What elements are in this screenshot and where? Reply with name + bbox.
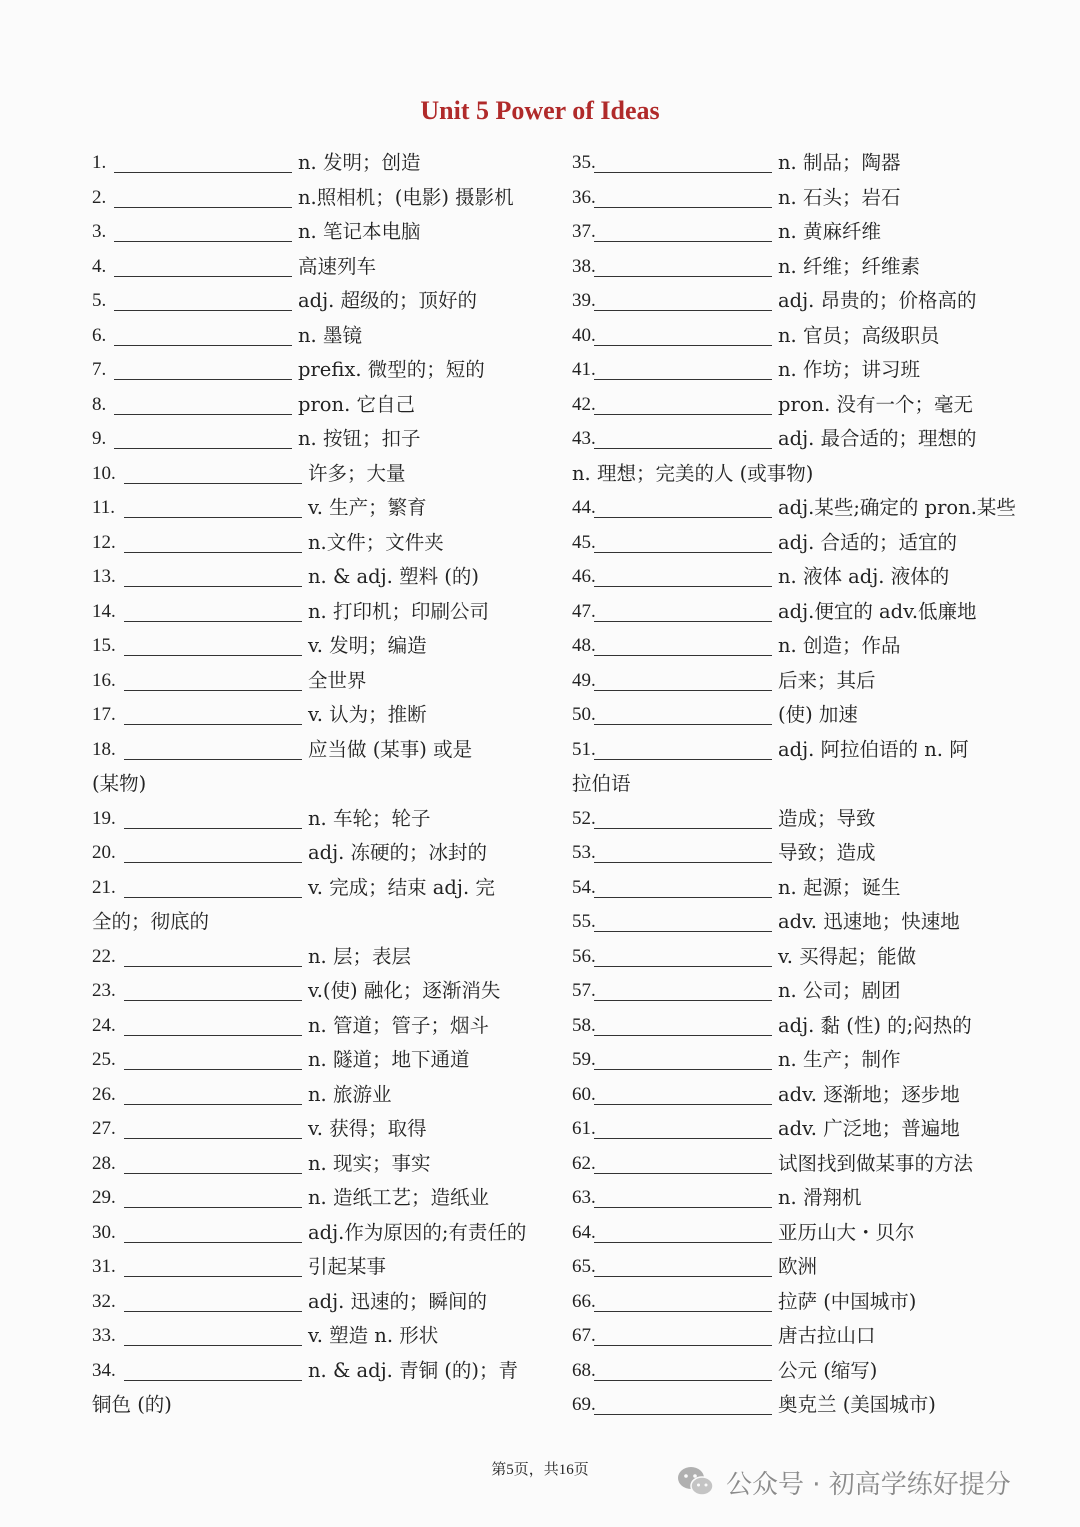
item-number: 44. xyxy=(572,497,596,518)
watermark xyxy=(676,1462,1011,1502)
item-definition: v. 认为；推断 xyxy=(308,703,427,726)
item-definition: v. 完成；结束 adj. 完 xyxy=(308,875,495,899)
vocab-item xyxy=(572,526,1022,561)
item-definition: n. & adj. 塑料 (的) xyxy=(308,565,479,588)
vocab-item xyxy=(572,1216,1022,1251)
answer-blank xyxy=(594,586,772,587)
answer-blank xyxy=(114,276,292,277)
vocab-item xyxy=(92,422,542,457)
vocab-item xyxy=(92,146,542,181)
item-definition: (使) 加速 xyxy=(778,703,858,726)
answer-blank xyxy=(124,552,302,553)
answer-blank xyxy=(114,379,292,380)
item-number: 1. xyxy=(92,152,107,173)
wechat-icon xyxy=(676,1465,716,1499)
item-definition-continued: (某物) xyxy=(92,772,147,795)
answer-blank xyxy=(594,621,772,622)
item-definition: v. 获得；取得 xyxy=(308,1117,427,1140)
item-definition: pron. 它自己 xyxy=(298,392,416,416)
answer-blank xyxy=(594,1380,772,1381)
answer-blank xyxy=(124,1138,302,1139)
vocab-item xyxy=(572,1388,1022,1423)
vocab-item xyxy=(92,1216,542,1251)
page-number: 第5页，共16页 xyxy=(491,1462,589,1478)
item-definition: 公元 (缩写) xyxy=(778,1358,878,1382)
item-definition: 欧洲 xyxy=(778,1255,818,1278)
answer-blank xyxy=(124,621,302,622)
answer-blank xyxy=(594,828,772,829)
answer-blank xyxy=(124,1242,302,1243)
item-number: 27. xyxy=(92,1118,116,1139)
vocab-item xyxy=(92,526,542,561)
vocab-item xyxy=(92,836,542,871)
answer-blank xyxy=(124,1345,302,1346)
item-definition: n. 车轮；轮子 xyxy=(308,806,431,830)
vocab-item xyxy=(92,1147,542,1182)
item-number: 63. xyxy=(572,1187,596,1208)
answer-blank xyxy=(124,655,302,656)
item-definition: n.文件；文件夹 xyxy=(308,530,444,554)
item-definition: v. 生产；繁育 xyxy=(308,496,427,519)
answer-blank xyxy=(594,276,772,277)
item-definition: n. 造纸工艺；造纸业 xyxy=(308,1186,489,1209)
answer-blank xyxy=(124,897,302,898)
vocab-item xyxy=(92,457,542,492)
item-number: 49. xyxy=(572,669,596,691)
item-definition-continued: 铜色 (的) xyxy=(92,1393,172,1416)
item-number: 61. xyxy=(572,1118,596,1139)
answer-blank xyxy=(594,966,772,967)
item-definition: n. 创造；作品 xyxy=(778,634,901,657)
vocab-item xyxy=(572,181,1022,216)
item-number: 66. xyxy=(572,1290,596,1312)
vocab-item xyxy=(572,319,1022,354)
item-number: 14. xyxy=(92,600,116,622)
item-definition: adj.便宜的 adv.低廉地 xyxy=(778,599,977,623)
item-number: 2. xyxy=(92,186,107,208)
item-definition: adj.某些;确定的 pron.某些 xyxy=(778,496,1016,519)
answer-blank xyxy=(124,1173,302,1174)
item-definition: n. 公司；剧团 xyxy=(778,979,901,1002)
item-number: 56. xyxy=(572,945,596,967)
vocab-item xyxy=(92,1250,542,1285)
vocab-item xyxy=(572,1112,1022,1147)
item-definition: n. 滑翔机 xyxy=(778,1186,862,1209)
item-number: 51. xyxy=(572,738,596,760)
vocab-item xyxy=(572,1354,1022,1389)
answer-blank xyxy=(594,862,772,863)
item-number: 45. xyxy=(572,531,596,553)
item-number: 42. xyxy=(572,393,596,415)
vocab-item xyxy=(92,1112,542,1147)
answer-blank xyxy=(594,1138,772,1139)
vocab-list-left xyxy=(92,146,542,1423)
vocab-item xyxy=(92,664,542,699)
item-definition: n. 黄麻纤维 xyxy=(778,220,881,243)
item-definition: n. 作坊；讲习班 xyxy=(778,358,920,381)
vocab-list-right xyxy=(572,146,1022,1423)
item-definition: 唐古拉山口 xyxy=(778,1324,876,1347)
vocab-item xyxy=(92,595,542,630)
item-definition: 奥克兰 (美国城市) xyxy=(778,1393,936,1416)
vocab-item xyxy=(92,1181,542,1216)
vocab-item xyxy=(92,629,542,664)
answer-blank xyxy=(124,1069,302,1070)
item-number: 31. xyxy=(92,1256,116,1277)
item-number: 10. xyxy=(92,462,116,484)
vocab-item xyxy=(92,491,542,526)
item-number: 68. xyxy=(572,1359,596,1381)
item-definition: 导致；造成 xyxy=(778,841,876,864)
item-definition: n. 管道；管子；烟斗 xyxy=(308,1013,489,1037)
item-definition: adj. 阿拉伯语的 n. 阿 xyxy=(778,737,969,761)
item-definition: n. 笔记本电脑 xyxy=(298,220,421,243)
vocab-item xyxy=(572,871,1022,906)
vocab-item xyxy=(572,284,1022,319)
item-number: 35. xyxy=(572,152,596,173)
vocab-item xyxy=(572,422,1022,457)
answer-blank xyxy=(594,1242,772,1243)
vocab-item xyxy=(572,1250,1022,1285)
answer-blank xyxy=(594,345,772,346)
item-definition-continued: 拉伯语 xyxy=(572,772,631,795)
answer-blank xyxy=(594,1069,772,1070)
vocab-item xyxy=(92,284,542,319)
item-number: 12. xyxy=(92,531,116,553)
item-definition: n. 墨镜 xyxy=(298,323,362,347)
item-definition: n. 石头；岩石 xyxy=(778,185,901,209)
vocab-item xyxy=(572,215,1022,250)
vocab-item xyxy=(572,974,1022,1009)
item-number: 57. xyxy=(572,980,596,1001)
answer-blank xyxy=(124,690,302,691)
vocab-item xyxy=(572,1078,1022,1113)
answer-blank xyxy=(594,1207,772,1208)
item-number: 37. xyxy=(572,221,596,242)
item-number: 50. xyxy=(572,704,596,725)
item-definition: adj. 冻硬的；冰封的 xyxy=(308,841,488,864)
vocab-item xyxy=(572,733,1022,768)
vocab-item xyxy=(92,1319,542,1354)
item-definition: n. 现实；事实 xyxy=(308,1151,431,1175)
vocab-item xyxy=(572,1147,1022,1182)
item-definition: 全世界 xyxy=(308,668,367,692)
answer-blank xyxy=(594,724,772,725)
answer-blank xyxy=(124,1035,302,1036)
answer-blank xyxy=(594,241,772,242)
answer-blank xyxy=(594,1173,772,1174)
item-definition: n. 发明；创造 xyxy=(298,151,421,174)
item-number: 55. xyxy=(572,911,596,932)
answer-blank xyxy=(594,931,772,932)
answer-blank xyxy=(114,207,292,208)
item-number: 25. xyxy=(92,1049,116,1070)
item-definition: n. 隧道；地下通道 xyxy=(308,1048,470,1071)
item-number: 65. xyxy=(572,1256,596,1277)
answer-blank xyxy=(594,897,772,898)
item-definition: 造成；导致 xyxy=(778,806,876,830)
vocab-item xyxy=(572,491,1022,526)
item-definition: adj. 合适的；适宜的 xyxy=(778,530,958,554)
vocab-item xyxy=(92,698,542,733)
item-number: 15. xyxy=(92,635,116,656)
item-definition: n. 生产；制作 xyxy=(778,1048,901,1071)
item-number: 58. xyxy=(572,1014,596,1036)
item-number: 13. xyxy=(92,566,116,587)
item-number: 11. xyxy=(92,497,116,518)
vocab-item xyxy=(572,802,1022,837)
item-number: 24. xyxy=(92,1014,116,1036)
item-number: 62. xyxy=(572,1152,596,1174)
item-definition: n. 制品；陶器 xyxy=(778,151,901,174)
item-definition: n. 旅游业 xyxy=(308,1082,392,1106)
vocab-item xyxy=(572,1181,1022,1216)
vocab-item xyxy=(572,595,1022,630)
vocab-item xyxy=(572,1319,1022,1354)
answer-blank xyxy=(594,655,772,656)
answer-blank xyxy=(594,759,772,760)
vocab-item xyxy=(92,353,542,388)
answer-blank xyxy=(594,1311,772,1312)
item-number: 34. xyxy=(92,1359,116,1381)
vocab-item xyxy=(92,1043,542,1078)
vocab-item xyxy=(572,1285,1022,1320)
vocab-item xyxy=(92,802,542,837)
answer-blank xyxy=(594,1035,772,1036)
item-definition: adj.作为原因的;有责任的 xyxy=(308,1220,527,1244)
answer-blank xyxy=(594,1104,772,1105)
item-definition: v.(使) 融化；逐渐消失 xyxy=(308,979,501,1002)
item-number: 40. xyxy=(572,324,596,346)
answer-blank xyxy=(594,517,772,518)
item-number: 7. xyxy=(92,359,107,380)
item-number: 19. xyxy=(92,807,116,829)
item-number: 4. xyxy=(92,255,107,277)
vocab-item xyxy=(92,215,542,250)
vocab-item xyxy=(92,319,542,354)
item-definition: n. & adj. 青铜 (的)；青 xyxy=(308,1358,518,1382)
item-definition-continued: 全的；彻底的 xyxy=(92,910,210,933)
vocab-item xyxy=(572,940,1022,975)
item-definition: v. 发明；编造 xyxy=(308,634,427,657)
item-number: 18. xyxy=(92,738,116,760)
page-title: Unit 5 Power of Ideas xyxy=(420,96,660,125)
item-definition: n. 纤维；纤维素 xyxy=(778,254,920,278)
vocab-item xyxy=(92,1009,542,1044)
answer-blank xyxy=(594,1276,772,1277)
item-number: 28. xyxy=(92,1152,116,1174)
answer-blank xyxy=(594,1414,772,1415)
item-definition: 许多；大量 xyxy=(308,461,406,485)
answer-blank xyxy=(124,828,302,829)
item-number: 36. xyxy=(572,186,596,208)
item-definition: n. 打印机；印刷公司 xyxy=(308,599,489,623)
vocab-item xyxy=(572,905,1022,940)
vocab-item xyxy=(572,560,1022,595)
vocab-item xyxy=(572,698,1022,733)
answer-blank xyxy=(594,690,772,691)
answer-blank xyxy=(124,724,302,725)
answer-blank xyxy=(124,1276,302,1277)
item-number: 43. xyxy=(572,428,596,449)
item-number: 33. xyxy=(92,1325,116,1346)
answer-blank xyxy=(594,379,772,380)
answer-blank xyxy=(124,1380,302,1381)
vocab-item xyxy=(572,1043,1022,1078)
item-number: 9. xyxy=(92,428,107,449)
answer-blank xyxy=(124,483,302,484)
vocab-item xyxy=(572,146,1022,181)
answer-blank xyxy=(124,1207,302,1208)
answer-blank xyxy=(114,448,292,449)
item-definition: pron. 没有一个；毫无 xyxy=(778,392,974,416)
vocab-item xyxy=(92,871,542,906)
item-definition: v. 塑造 n. 形状 xyxy=(308,1324,439,1347)
item-number: 17. xyxy=(92,704,116,725)
answer-blank xyxy=(114,414,292,415)
item-definition: 亚历山大・贝尔 xyxy=(778,1220,915,1244)
item-number: 8. xyxy=(92,393,107,415)
item-number: 5. xyxy=(92,290,107,311)
item-number: 41. xyxy=(572,359,596,380)
answer-blank xyxy=(594,310,772,311)
answer-blank xyxy=(594,207,772,208)
item-number: 21. xyxy=(92,876,116,898)
vocab-item xyxy=(572,353,1022,388)
answer-blank xyxy=(124,1311,302,1312)
item-number: 20. xyxy=(92,842,116,863)
answer-blank xyxy=(594,448,772,449)
item-number: 22. xyxy=(92,945,116,967)
item-definition: v. 买得起；能做 xyxy=(778,944,917,968)
item-number: 38. xyxy=(572,255,596,277)
item-number: 67. xyxy=(572,1325,596,1346)
answer-blank xyxy=(594,552,772,553)
item-number: 47. xyxy=(572,600,596,622)
item-definition: n. 层；表层 xyxy=(308,944,411,968)
item-definition: 引起某事 xyxy=(308,1255,387,1278)
vocab-item xyxy=(572,250,1022,285)
answer-blank xyxy=(124,1000,302,1001)
item-definition: n. 液体 adj. 液体的 xyxy=(778,565,950,588)
item-number: 32. xyxy=(92,1290,116,1312)
item-definition: 应当做 (某事) 或是 xyxy=(308,737,473,761)
item-number: 6. xyxy=(92,324,107,346)
answer-blank xyxy=(594,1000,772,1001)
item-definition: adj. 黏 (性) 的;闷热的 xyxy=(778,1013,972,1037)
answer-blank xyxy=(114,310,292,311)
answer-blank xyxy=(594,1345,772,1346)
item-number: 39. xyxy=(572,290,596,311)
watermark-text: 公众号 · 初高学练好提分 xyxy=(726,1469,1011,1500)
answer-blank xyxy=(594,172,772,173)
item-number: 69. xyxy=(572,1394,596,1415)
item-definition: adj. 昂贵的；价格高的 xyxy=(778,289,977,312)
answer-blank xyxy=(124,966,302,967)
answer-blank xyxy=(124,1104,302,1105)
item-definition: prefix. 微型的；短的 xyxy=(298,358,485,381)
answer-blank xyxy=(114,172,292,173)
vocab-item xyxy=(572,388,1022,423)
item-definition: adv. 迅速地；快速地 xyxy=(778,910,960,933)
vocab-item xyxy=(92,733,542,768)
vocab-item xyxy=(92,250,542,285)
item-definition: adj. 超级的；顶好的 xyxy=(298,289,478,312)
vocab-item xyxy=(92,974,542,1009)
item-number: 52. xyxy=(572,807,596,829)
vocab-item xyxy=(92,1078,542,1113)
item-number: 46. xyxy=(572,566,596,587)
item-number: 30. xyxy=(92,1221,116,1243)
item-number: 16. xyxy=(92,669,116,691)
answer-blank xyxy=(124,862,302,863)
vocab-item xyxy=(92,1354,542,1389)
item-number: 60. xyxy=(572,1083,596,1105)
item-definition: n. 按钮；扣子 xyxy=(298,427,421,450)
item-number: 29. xyxy=(92,1187,116,1208)
vocab-item xyxy=(572,629,1022,664)
answer-blank xyxy=(114,241,292,242)
item-definition: adv. 广泛地；普遍地 xyxy=(778,1117,960,1140)
item-definition: n. 起源；诞生 xyxy=(778,875,901,899)
item-number: 54. xyxy=(572,876,596,898)
item-definition-continued: n. 理想；完美的人 (或事物) xyxy=(572,461,814,485)
vocab-item xyxy=(92,560,542,595)
vocab-item xyxy=(572,1009,1022,1044)
item-number: 64. xyxy=(572,1221,596,1243)
vocab-item xyxy=(92,1285,542,1320)
item-number: 23. xyxy=(92,980,116,1001)
vocab-item xyxy=(92,388,542,423)
answer-blank xyxy=(124,517,302,518)
item-number: 48. xyxy=(572,635,596,656)
vocab-item xyxy=(92,181,542,216)
item-number: 53. xyxy=(572,842,596,863)
item-definition: adv. 逐渐地；逐步地 xyxy=(778,1082,960,1106)
item-number: 3. xyxy=(92,221,107,242)
item-definition: 试图找到做某事的方法 xyxy=(778,1151,974,1175)
item-definition: adj. 最合适的；理想的 xyxy=(778,427,977,450)
item-definition: 高速列车 xyxy=(298,254,377,278)
item-definition: 后来；其后 xyxy=(778,668,876,692)
vocab-item xyxy=(572,836,1022,871)
vocab-item xyxy=(572,664,1022,699)
item-definition: 拉萨 (中国城市) xyxy=(778,1289,917,1313)
answer-blank xyxy=(124,586,302,587)
vocab-item xyxy=(92,940,542,975)
item-number: 59. xyxy=(572,1049,596,1070)
answer-blank xyxy=(124,759,302,760)
answer-blank xyxy=(114,345,292,346)
item-definition: adj. 迅速的；瞬间的 xyxy=(308,1289,488,1313)
item-definition: n. 官员；高级职员 xyxy=(778,323,940,347)
item-number: 26. xyxy=(92,1083,116,1105)
item-definition: n.照相机；(电影) 摄影机 xyxy=(298,185,514,209)
answer-blank xyxy=(594,414,772,415)
